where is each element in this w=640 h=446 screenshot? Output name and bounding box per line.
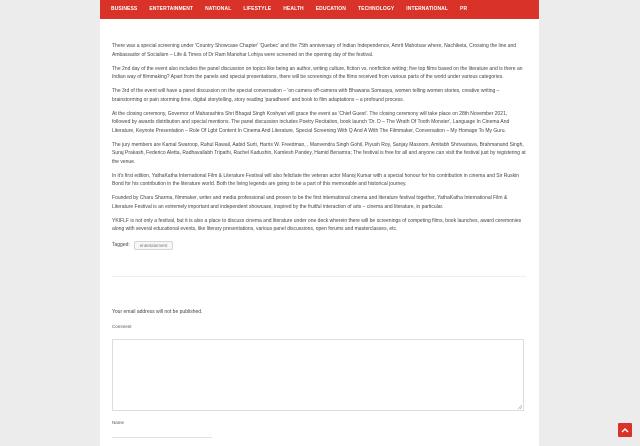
tags-label: Tagged: <box>112 242 130 248</box>
email-notice: Your email address will not be published. <box>112 309 203 315</box>
nav-item-health[interactable]: HEALTH <box>283 6 304 12</box>
nav-item-technology[interactable]: TECHNOLOGY <box>358 6 395 12</box>
section-divider <box>112 276 526 277</box>
article-paragraph: In it's first edition, YathaKatha International Film & Literature Festival will also felicitate the veteran actor Manoj Kumar with a special honour for his contribution in cinema and Sir Ruskin Bond for his contribution in the literature world. Both the living legends are going to be a part of this memorable and historical journey. <box>112 172 520 187</box>
resize-grip-icon[interactable] <box>517 404 522 409</box>
article-tags <box>112 241 526 250</box>
chevron-up-icon <box>621 427 629 433</box>
page-container <box>100 0 539 446</box>
nav-item-pr[interactable]: PR <box>460 6 468 12</box>
nav-item-entertainment[interactable]: ENTERTAINMENT <box>149 6 194 12</box>
article-paragraph: Founded by Charu Sharma, filmmaker, writer and media professional and proven to be the first international cinema and literature festival together, YathaKatha International Film & Literature Festival is an extremely important and independent showcase, inspired by the fruitful interaction of arts – cinema and literature, in particular. <box>112 195 508 210</box>
comment-label: Comment <box>112 324 132 329</box>
article-paragraph: The jury members are Kamal Swaroop, Rahul Rawail, Aabid Surti, Harris W. Freedman, , Manvendra Singh Gohil, Piyush Roy, Sanjay Masoom, Amitabh Shrivastava, Brahmanand Singh, Suraj Prakash, Federico Aletta, Radhavallabh Tripathi, Rachel Kadushin, Kamlesh Pandey, Hamid Benamra; The festival is free for all and anyone can visit the festival just by registering at the venue. <box>112 141 526 165</box>
nav-item-national[interactable]: NATIONAL <box>205 6 232 12</box>
article-paragraph: YKIFLF is not only a festival, but it is also a place to discuss cinema and literature under one deck wherein there will be screenings of competing films, book launches, award ceremonies along with several educational events, like literary presentations, various panel discussions, open forums and masterclasses, etc. <box>112 217 522 232</box>
nav-item-business[interactable]: BUSINESS <box>111 6 138 12</box>
name-field[interactable] <box>112 437 212 438</box>
article-paragraph: The 2nd day of the event also includes the panel discussion on topics like being an author, writing culture, fiction vs. nonfiction writing; five top films based on the literature and is there an Indian way of filmmaking? Apart from the panels and special presentations, there will be screenings of the films received from various parts of the world under various categories. <box>112 65 523 80</box>
article-body <box>112 42 526 250</box>
tag-link-entertainment[interactable]: entertainment <box>134 241 174 250</box>
nav-item-lifestyle[interactable]: LIFESTYLE <box>243 6 272 12</box>
comment-textarea[interactable] <box>112 339 524 411</box>
nav-item-education[interactable]: EDUCATION <box>315 6 346 12</box>
main-nav <box>100 0 539 19</box>
nav-item-international[interactable]: INTERNATIONAL <box>406 6 449 12</box>
article-paragraph: At the closing ceremony, Governor of Maharashtra Shri Bhagat Singh Koshyari will grace the event as 'Chief Guest'. The closing ceremony will take place on 28th November 2021, followed by awards distribution and special mentions. The panel discussion includes Poetry Recitation, book launch 'Dr. D – The Wrath Of Tooth Monster', Language In Cinema And Literature, Keynote Presentation – Role Of Lgbt Content In Cinema And Literature, Special Screening With Q And A With The Filmmaker, Conversation – My Homage To My Guru. <box>112 110 510 134</box>
back-to-top-button[interactable] <box>618 423 632 437</box>
article-paragraph: The 3rd of the event will have a panel discussion on the special conversation – 'on camera off-camera with Bhawana Somaaya, women telling women stories, creative writing – brainstorming or pain storming time, digital storytelling, story reading 'paradheen' and book to film adaptations – a profound process. <box>112 88 500 103</box>
article-paragraph: There was a special screening under 'Country Showcase Chapter' 'Quebec' and the 75th anniversary of Indian Independence, Amrit Mahotsav where, Nachiketa, Crossing the line and Ambassador of Socialism – Life & Times of Dr Ram Manohar Lohiya were screened on the opening day of the festival. <box>112 43 517 58</box>
name-label: Name <box>112 420 125 425</box>
